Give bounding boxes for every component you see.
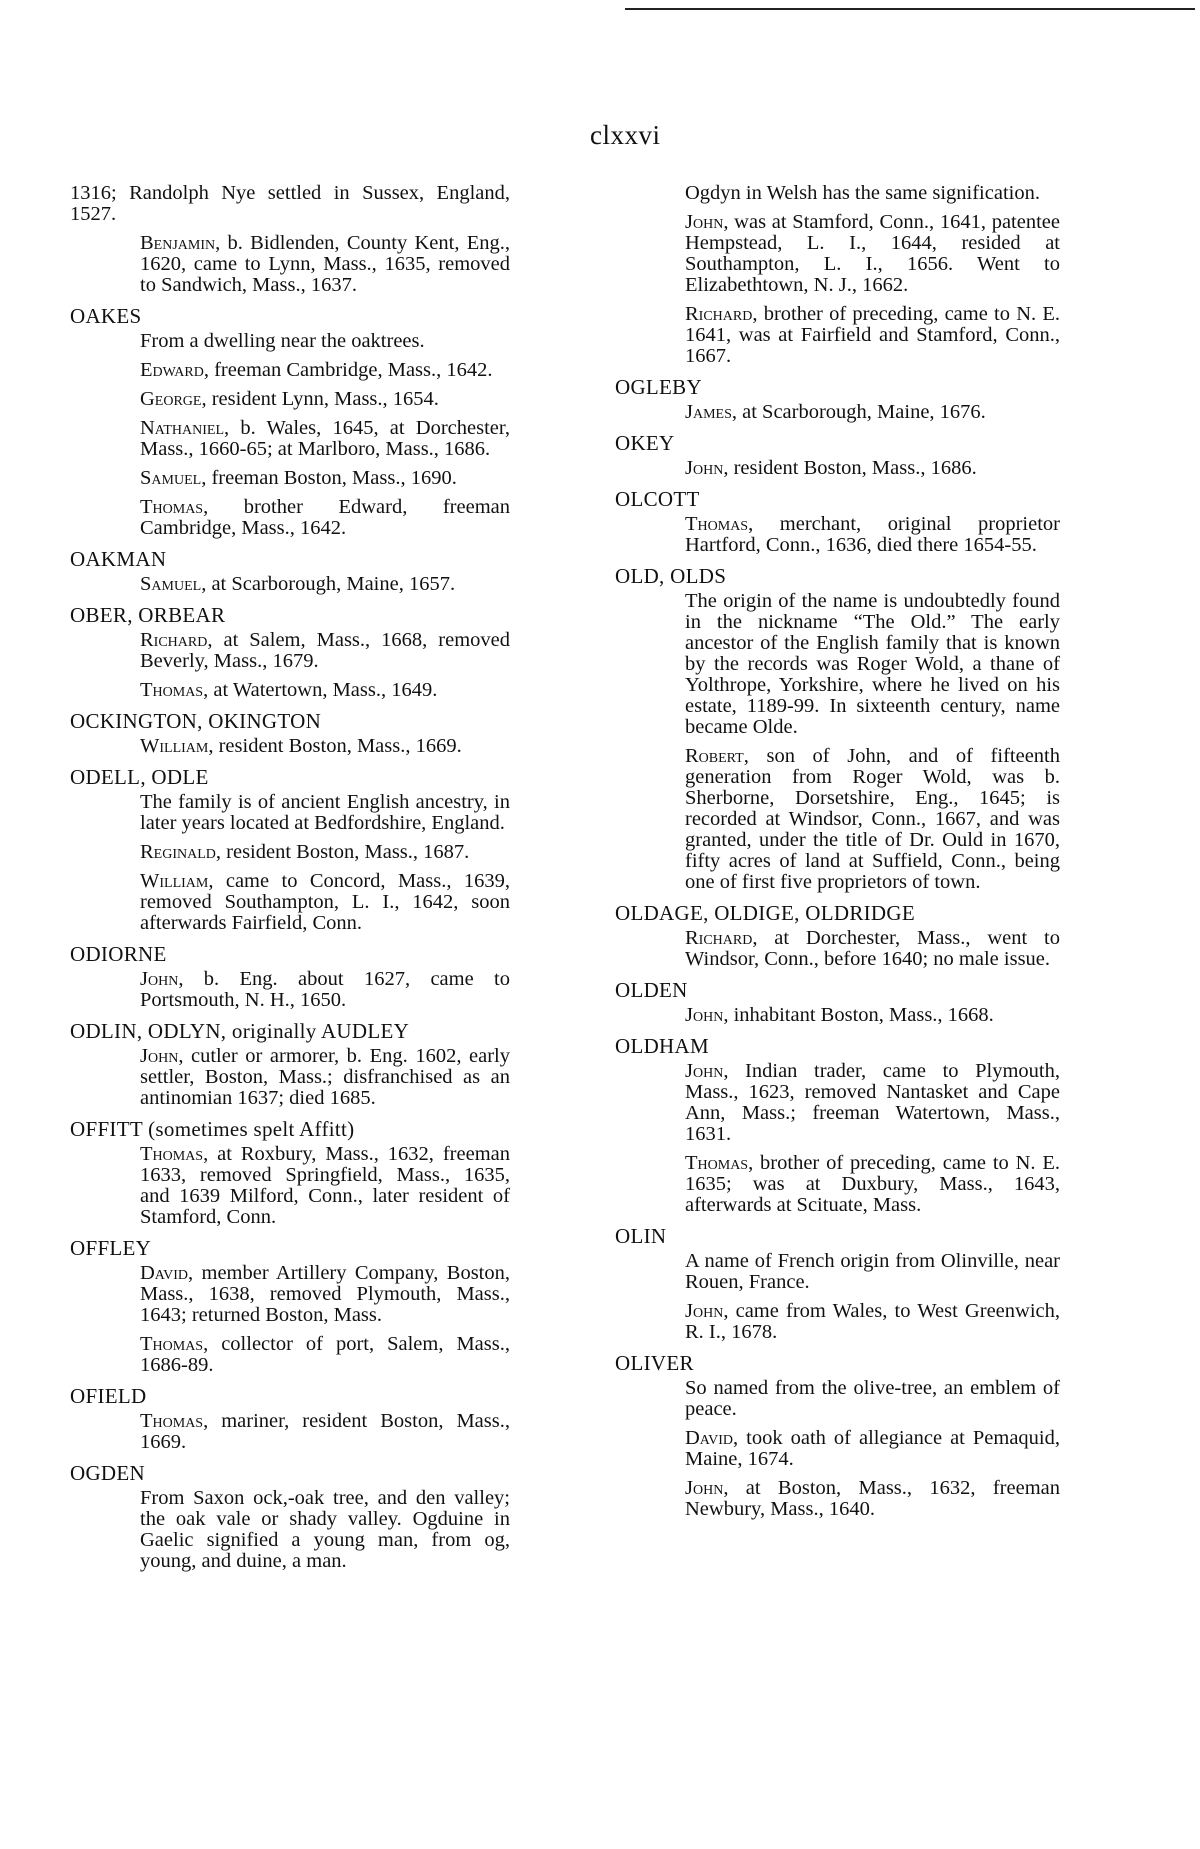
surname-heading: OFFLEY [70, 1236, 152, 1260]
entry-body: From a dwelling near the oaktrees. [140, 330, 425, 352]
given-name: David [140, 1262, 188, 1284]
given-name: Edward [140, 359, 204, 381]
given-name: Richard [685, 927, 753, 949]
entry-body: 1316; Randolph Nye settled in Sussex, England, 1527. [70, 182, 510, 225]
entry-body: Ogdyn in Welsh has the same signification. [685, 182, 1040, 204]
entry-text [70, 418, 510, 460]
entry-body: , resident Lynn, Mass., 1654. [201, 388, 439, 410]
entry-text [70, 736, 510, 757]
entry-body: A name of French origin from Olinville, near Rouen, France. [685, 1250, 1060, 1293]
surname-heading: ODIORNE [70, 942, 167, 966]
entry-body: , son of John, and of fifteenth generation from Roger Wold, was b. Sherborne, Dorsetshire, Eng., 1645; is recorded at Windsor, Conn., 1667, and was granted, under the title of Dr. Ould in 1670, fifty acres of land at Suffield, Conn., being one of first five proprietors of town. [685, 745, 1060, 893]
surname-heading: OFIELD [70, 1384, 147, 1408]
entry-body: , mariner, resident Boston, Mass., 1669. [140, 1410, 510, 1453]
entry-body: , was at Stamford, Conn., 1641, patentee Hempstead, L. I., 1644, resided at Southampton, L. I., 1656. Went to Elizabethtown, N. J., 1662. [685, 211, 1060, 296]
surname-heading: ODELL, ODLE [70, 765, 209, 789]
page-number: clxxvi [590, 120, 661, 150]
given-name: Thomas [685, 513, 749, 535]
entry-text [615, 304, 1060, 367]
given-name: Thomas [140, 1143, 204, 1165]
entry-body: , at Salem, Mass., 1668, removed Beverly, Mass., 1679. [140, 629, 510, 672]
surname-heading: OAKMAN [70, 547, 167, 571]
given-name: Thomas [685, 1152, 749, 1174]
surname-heading: OAKES [70, 304, 142, 328]
given-name: David [685, 1427, 733, 1449]
entry-text [70, 792, 510, 834]
entry-body: , merchant, original proprietor Hartford, Conn., 1636, died there 1654-55. [685, 513, 1060, 556]
entry-text [615, 746, 1060, 893]
entry-body: The origin of the name is undoubtedly found in the nickname “The Old.” The early ancestor of the English family that is known by the records was Roger Wold, a thane of Yolthrope, Yorkshire, where he lived on his estate, 1189-99. In sixteenth century, name became Olde. [685, 590, 1060, 738]
entry-text [615, 514, 1060, 556]
entry-body: , at Scarborough, Maine, 1657. [201, 573, 456, 595]
entry-body: So named from the olive-tree, an emblem of peace. [685, 1377, 1060, 1420]
entry-text [70, 574, 510, 595]
given-name: John [140, 968, 179, 990]
given-name: John [685, 1004, 724, 1026]
entry-text [70, 389, 510, 410]
entry-text [70, 497, 510, 539]
top-rule [625, 8, 1195, 10]
given-name: John [685, 1060, 724, 1082]
entry-body: , came to Concord, Mass., 1639, removed Southampton, L. I., 1642, soon afterwards Fairfield, Conn. [140, 870, 510, 934]
entry-text [615, 1378, 1060, 1420]
entry-body: , resident Boston, Mass., 1687. [215, 841, 470, 863]
surname-heading: OGLEBY [615, 375, 702, 399]
entry-body: , brother of preceding, came to N. E. 1641, was at Fairfield and Stamford, Conn., 1667. [685, 303, 1060, 367]
surname-heading: OLDHAM [615, 1034, 709, 1058]
given-name: William [140, 735, 209, 757]
entry-text [70, 969, 510, 1011]
entry-text [615, 591, 1060, 738]
given-name: John [685, 1477, 724, 1499]
surname-heading: OLD, OLDS [615, 564, 727, 588]
continuation-text [70, 183, 510, 225]
given-name: Richard [140, 629, 208, 651]
given-name: Thomas [140, 1410, 204, 1432]
entry-body: , came from Wales, to West Greenwich, R. I., 1678. [685, 1300, 1060, 1343]
surname-heading: OLIN [615, 1224, 667, 1248]
entry-body: , b. Wales, 1645, at Dorchester, Mass., 1660-65; at Marlboro, Mass., 1686. [140, 417, 510, 460]
given-name: John [685, 1300, 724, 1322]
entry-text [70, 468, 510, 489]
given-name: Robert [685, 745, 744, 767]
entry-body: The family is of ancient English ancestry, in later years located at Bedfordshire, England. [140, 791, 510, 834]
given-name: Thomas [140, 1333, 204, 1355]
surname-heading: OCKINGTON, OKINGTON [70, 709, 322, 733]
entry-text [70, 1334, 510, 1376]
entry-text [615, 402, 1060, 423]
right-column [615, 183, 1060, 1528]
given-name: Reginald [140, 841, 216, 863]
given-name: Thomas [140, 496, 204, 518]
entry-text [70, 331, 510, 352]
given-name: Nathaniel [140, 417, 225, 439]
given-name: John [140, 1045, 179, 1067]
entry-text [70, 630, 510, 672]
entry-body: , brother of preceding, came to N. E. 1635; was at Duxbury, Mass., 1643, afterwards at Scituate, Mass. [685, 1152, 1060, 1216]
surname-heading: OGDEN [70, 1461, 145, 1485]
entry-body: , resident Boston, Mass., 1669. [208, 735, 462, 757]
surname-heading: ODLIN, ODLYN, originally AUDLEY [70, 1019, 410, 1043]
entry-body: , at Roxbury, Mass., 1632, freeman 1633, removed Springfield, Mass., 1635, and 1639 Milford, Conn., later resident of Stamford, Conn. [140, 1143, 510, 1228]
entry-text [70, 1046, 510, 1109]
left-column [70, 183, 510, 1580]
entry-body: , brother Edward, freeman Cambridge, Mass., 1642. [140, 496, 510, 539]
entry-text [615, 1251, 1060, 1293]
entry-text [70, 1411, 510, 1453]
entry-text [70, 1263, 510, 1326]
entry-text [70, 842, 510, 863]
entry-text [615, 183, 1060, 204]
entry-body: , freeman Cambridge, Mass., 1642. [203, 359, 493, 381]
given-name: Richard [685, 303, 753, 325]
entry-text [70, 680, 510, 701]
surname-heading: OKEY [615, 431, 675, 455]
given-name: Samuel [140, 467, 202, 489]
entry-body: , resident Boston, Mass., 1686. [723, 457, 977, 479]
entry-body: From Saxon ock,-oak tree, and den valley; the oak vale or shady valley. Ogduine in Gaelic signified a young man, from og, young, and duine, a man. [140, 1487, 510, 1572]
given-name: Thomas [140, 679, 204, 701]
entry-body: , inhabitant Boston, Mass., 1668. [723, 1004, 994, 1026]
entry-text [615, 1301, 1060, 1343]
entry-text [70, 1144, 510, 1228]
entry-body: , Indian trader, came to Plymouth, Mass., 1623, removed Nantasket and Cape Ann, Mass.; freeman Watertown, Mass., 1631. [685, 1060, 1060, 1145]
surname-heading: OLIVER [615, 1351, 694, 1375]
entry-body: , at Boston, Mass., 1632, freeman Newbury, Mass., 1640. [685, 1477, 1060, 1520]
given-name: George [140, 388, 202, 410]
entry-body: , b. Bidlenden, County Kent, Eng., 1620, came to Lynn, Mass., 1635, removed to Sandwich, Mass., 1637. [140, 232, 510, 296]
entry-body: , b. Eng. about 1627, came to Portsmouth, N. H., 1650. [140, 968, 510, 1011]
entry-text [615, 1005, 1060, 1026]
surname-heading: OLCOTT [615, 487, 700, 511]
entry-body: , member Artillery Company, Boston, Mass., 1638, removed Plymouth, Mass., 1643; returned Boston, Mass. [140, 1262, 510, 1326]
entry-text [70, 233, 510, 296]
entry-text [615, 1428, 1060, 1470]
entry-text [615, 1061, 1060, 1145]
entry-body: , took oath of allegiance at Pemaquid, Maine, 1674. [685, 1427, 1060, 1470]
given-name: John [685, 211, 724, 233]
entry-body: , cutler or armorer, b. Eng. 1602, early settler, Boston, Mass.; disfranchised as an antinomian 1637; died 1685. [140, 1045, 510, 1109]
entry-text [615, 1153, 1060, 1216]
given-name: Samuel [140, 573, 202, 595]
given-name: William [140, 870, 209, 892]
entry-body: , at Watertown, Mass., 1649. [203, 679, 438, 701]
surname-heading: OBER, ORBEAR [70, 603, 226, 627]
entry-text [615, 1478, 1060, 1520]
entry-body: , at Scarborough, Maine, 1676. [731, 401, 986, 423]
entry-text [70, 871, 510, 934]
entry-text [70, 1488, 510, 1572]
entry-body: , freeman Boston, Mass., 1690. [201, 467, 457, 489]
entry-text [615, 928, 1060, 970]
given-name: James [685, 401, 732, 423]
entry-body: , at Dorchester, Mass., went to Windsor, Conn., before 1640; no male issue. [685, 927, 1060, 970]
surname-heading: OLDAGE, OLDIGE, OLDRIDGE [615, 901, 915, 925]
entry-text [615, 458, 1060, 479]
surname-heading: OFFITT (sometimes spelt Affitt) [70, 1117, 355, 1141]
entry-body: , collector of port, Salem, Mass., 1686-89. [140, 1333, 510, 1376]
entry-text [70, 360, 510, 381]
given-name: Benjamin [140, 232, 216, 254]
entry-text [615, 212, 1060, 296]
given-name: John [685, 457, 724, 479]
surname-heading: OLDEN [615, 978, 688, 1002]
